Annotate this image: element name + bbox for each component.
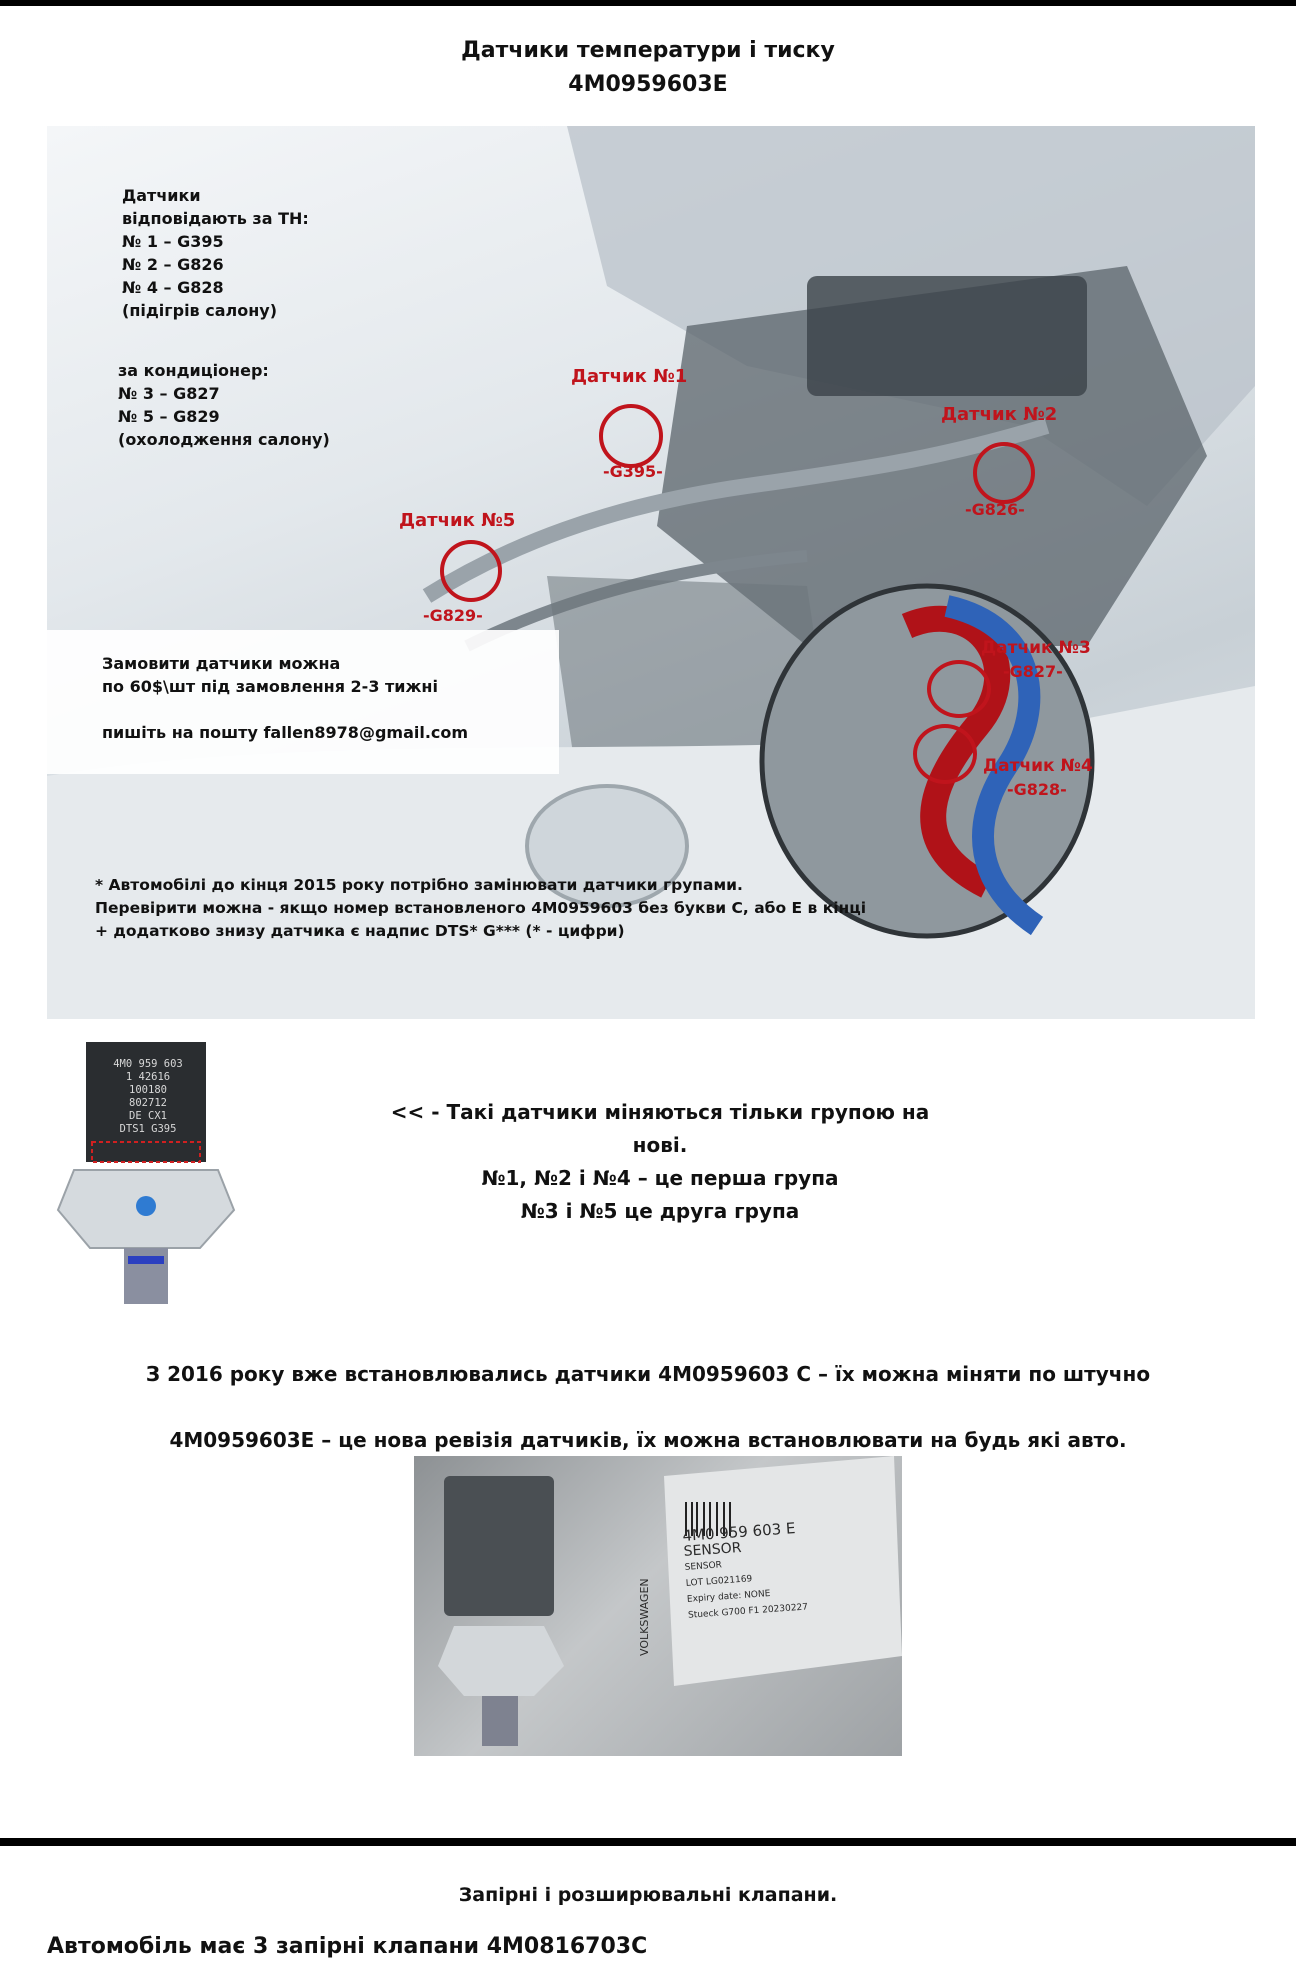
package-label <box>682 1520 808 1624</box>
sensor-print <box>102 1058 194 1136</box>
since-2016-note: З 2016 року вже встановлювались датчики 4M0959603 С – їх можна міняти по штучно <box>145 1362 1151 1386</box>
sensor-3-marker <box>927 660 991 718</box>
sensor-4-code: -G828- <box>1007 780 1067 799</box>
order-text: Замовити датчики можна по 60$\шт під замовлення 2-3 тижні пишіть на пошту fallen8978@gmail.com <box>102 654 469 742</box>
sensor-2-marker <box>973 442 1035 504</box>
sensor-4-marker <box>913 724 977 784</box>
sensor-3-label: Датчик №3 <box>981 638 1091 658</box>
package-label-line: SENSOR <box>683 1539 742 1560</box>
package-label-line: Stueck G700 F1 20230227 <box>687 1602 809 1621</box>
sensor-print-line: 1 42616 <box>125 1071 171 1083</box>
valves-line-1: Автомобіль має 3 запірні клапани 4M0816703C <box>47 1934 648 1959</box>
sensor-print-line: 100180 <box>129 1084 167 1096</box>
package-label-line: SENSOR <box>684 1560 723 1573</box>
sensor-print-line: 4M0 959 603 <box>113 1058 183 1070</box>
group-info <box>380 1096 940 1228</box>
package-part-number: 4M0 959 603 E <box>681 1519 796 1545</box>
sensor-print-line: 802712 <box>129 1097 167 1109</box>
sensor-in-bag-image <box>414 1456 902 1756</box>
sensor-3-code: -G827- <box>1003 662 1063 681</box>
group-info-line-1: << - Такі датчики міняються тільки групою на нові. <box>390 1100 930 1157</box>
sensor-5-code: -G829- <box>423 606 483 625</box>
engine-diagram <box>47 126 1255 1019</box>
sensor-5-marker <box>440 540 502 602</box>
sensor-5-label: Датчик №5 <box>399 510 516 531</box>
replacement-footnote: * Автомобілі до кінця 2015 року потрібно замінювати датчики групами. Перевірити можна - якщо номер встановленого 4M0959603 без букви С, або Е в кінці + додатково знизу датчика є надпис DTS* G*** (* - цифри) <box>95 876 867 940</box>
package-label-line: LOT LG021169 <box>685 1574 753 1589</box>
sensor-print-line: DTS1 G395 <box>119 1123 177 1135</box>
sensor-1-marker <box>599 404 663 468</box>
section-title: Датчики температури і тиску <box>461 38 835 63</box>
order-box <box>47 630 559 774</box>
revision-e-note: 4M0959603E – це нова ревізія датчиків, їх можна встановлювати на будь які авто. <box>169 1428 1127 1452</box>
sensor-2-code: -G826- <box>965 500 1025 519</box>
group-info-line-3: №3 і №5 це друга група <box>520 1199 800 1223</box>
sensor-4-label: Датчик №4 <box>983 756 1093 776</box>
section-divider <box>0 1838 1296 1846</box>
part-number-title: 4M0959603E <box>568 72 728 97</box>
package-brand: VOLKSWAGEN <box>638 1578 651 1656</box>
sensor-1-label: Датчик №1 <box>571 366 688 387</box>
ac-sensors-list: за кондиціонер: № 3 – G827 № 5 – G829 (охолодження салону) <box>118 361 330 449</box>
sensor-photo <box>50 1042 240 1310</box>
package-photo <box>414 1456 902 1756</box>
group-info-line-2: №1, №2 і №4 – це перша група <box>481 1166 839 1190</box>
sensor-print-line: DE CX1 <box>129 1110 167 1122</box>
sensor-1-code: -G395- <box>603 462 663 481</box>
top-rule <box>0 0 1296 6</box>
heat-pump-sensors-list: Датчики відповідають за ТН: № 1 – G395 № 2 – G826 № 4 – G828 (підігрів салону) <box>122 186 309 320</box>
sensor-2-label: Датчик №2 <box>941 404 1058 425</box>
valves-title: Запірні і розширювальні клапани. <box>458 1884 838 1906</box>
package-label-line: Expiry date: NONE <box>686 1589 771 1605</box>
